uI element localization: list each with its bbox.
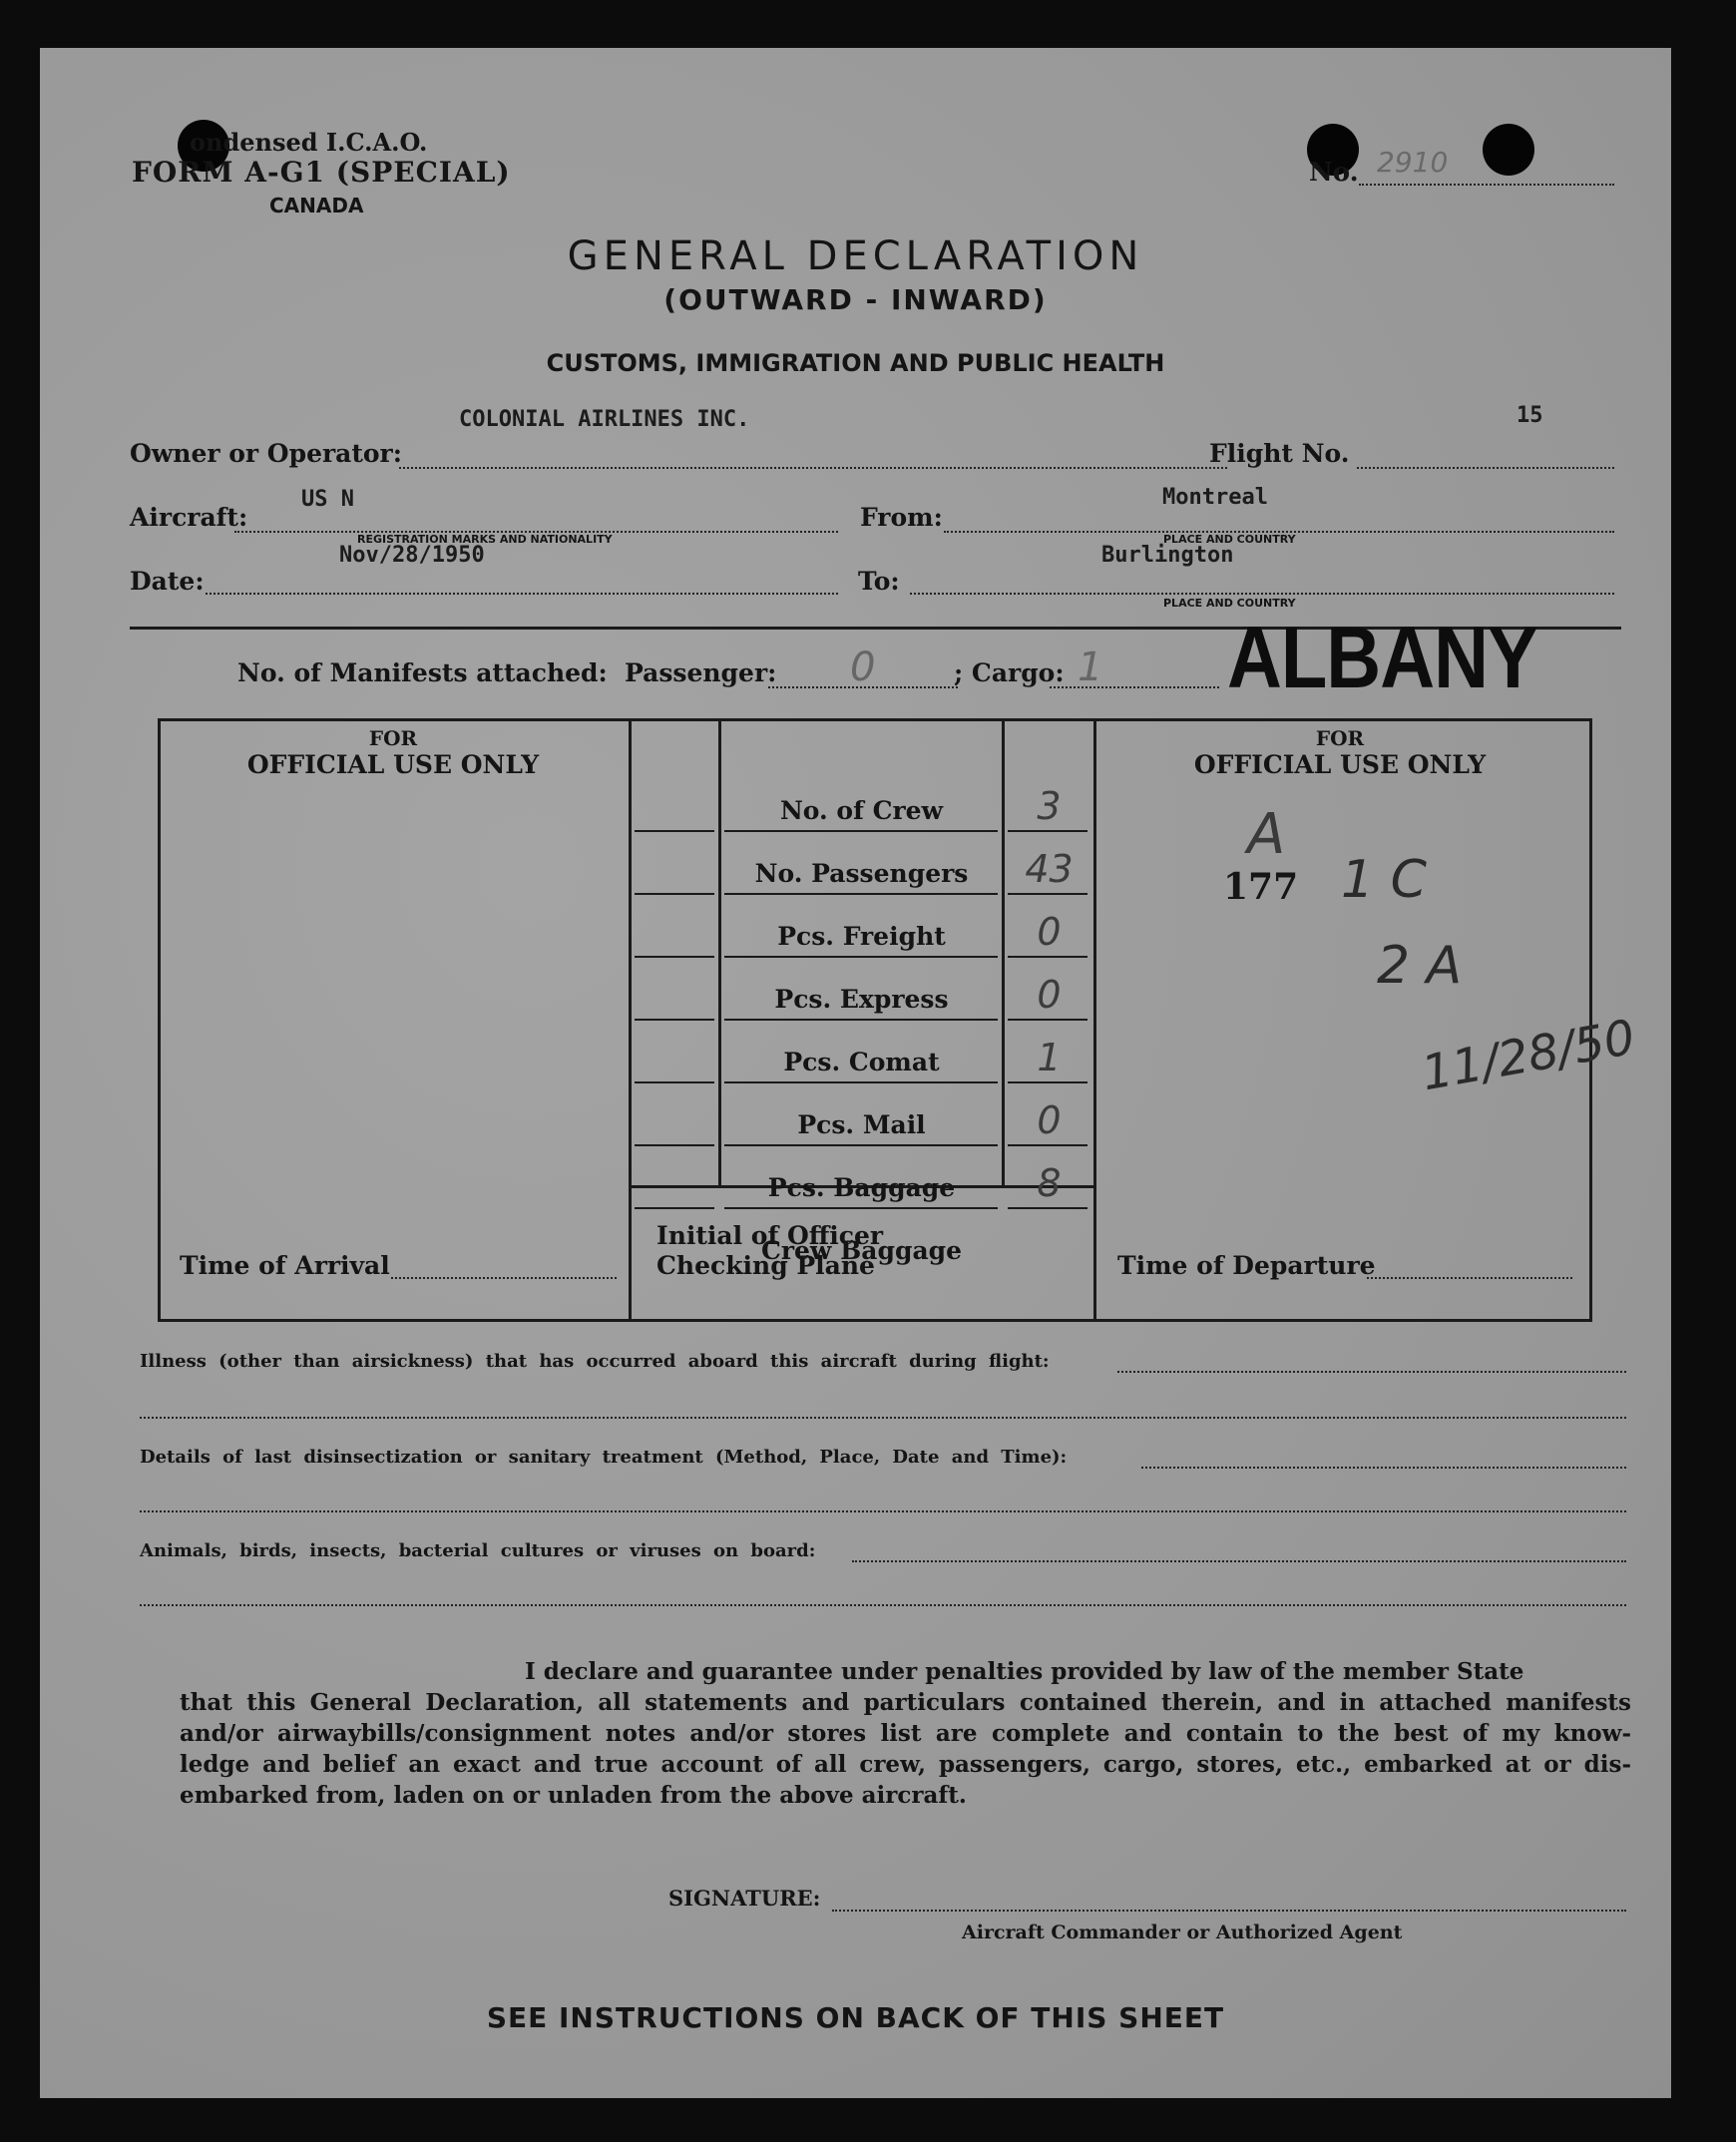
right-official: OFFICIAL USE ONLY [1193, 750, 1487, 779]
date-label: Date: [130, 567, 205, 596]
date-line [206, 593, 838, 595]
cargo-line [1050, 686, 1219, 688]
albany-stamp: ALBANY [1227, 609, 1537, 707]
declaration-line-5: embarked from, laden on or unladen from the above aircraft. [180, 1782, 967, 1809]
form-sheet [40, 48, 1671, 2098]
flight-label: Flight No. [1209, 439, 1350, 468]
declaration-line-1: I declare and guarantee under penalties provided by law of the member State [525, 1658, 1524, 1685]
to-line [910, 593, 1614, 595]
table-row-value: 43 [1025, 847, 1074, 891]
table-row-value: 8 [1037, 1161, 1062, 1205]
table-row-rule [724, 893, 998, 895]
right-for: FOR [1315, 726, 1365, 750]
animals-label: Animals, birds, insects, bacterial cultures or viruses on board: [140, 1540, 816, 1561]
aircraft-label: Aircraft: [130, 503, 248, 532]
table-row-label: Pcs. Comat [783, 1048, 940, 1076]
table-row-label: Pcs. Mail [797, 1110, 926, 1139]
table-divider-1 [629, 718, 632, 1322]
aircraft-value: US N [301, 487, 354, 512]
table-row-value: 0 [1037, 1098, 1062, 1142]
table-row-rule [724, 1019, 998, 1021]
initial-officer-label: Initial of Officer [656, 1221, 884, 1250]
table-row-rule [724, 1207, 998, 1209]
punch-hole-right-2 [1483, 124, 1534, 176]
page-subject: CUSTOMS, IMMIGRATION AND PUBLIC HEALTH [546, 349, 1165, 377]
table-row-label: Pcs. Express [774, 985, 949, 1014]
form-number-value: 2910 [1377, 146, 1449, 179]
signature-caption: Aircraft Commander or Authorized Agent [962, 1922, 1403, 1943]
note-1c: 1 C [1341, 850, 1427, 910]
table-row-rule [635, 1019, 714, 1021]
illness-line-1 [1117, 1371, 1626, 1373]
declaration-line-4: ledge and belief an exact and true account of all crew, passengers, cargo, stores, etc., embarked at or dis- [180, 1751, 1631, 1778]
table-row-rule [1008, 830, 1087, 832]
table-row-rule [1008, 893, 1087, 895]
form-number-label: No. [1309, 158, 1359, 188]
table-row-rule [724, 1144, 998, 1146]
table-row-rule [1008, 1144, 1087, 1146]
disinsect-line-2 [140, 1510, 1626, 1512]
time-departure-label: Time of Departure [1117, 1251, 1376, 1280]
form-header-country: CANADA [269, 194, 364, 217]
table-row-label: Pcs. Baggage [767, 1173, 956, 1202]
to-value: Burlington [1101, 543, 1234, 568]
left-official: OFFICIAL USE ONLY [246, 750, 540, 779]
signature-line [832, 1910, 1626, 1912]
table-row-label: Crew Baggage [760, 1236, 963, 1265]
from-value: Montreal [1162, 485, 1268, 510]
table-row-rule [635, 893, 714, 895]
table-row-label: No. Passengers [754, 859, 969, 888]
time-arrival-line [391, 1277, 617, 1279]
table-row-value: 1 [1037, 1036, 1062, 1079]
table-row-rule [724, 830, 998, 832]
table-row-rule [1008, 956, 1087, 958]
table-row-rule [724, 956, 998, 958]
table-top-left [158, 718, 1590, 721]
flight-value: 15 [1517, 403, 1543, 428]
table-row-label: No. of Crew [779, 796, 944, 825]
table-row-rule [1008, 1081, 1087, 1083]
time-arrival-label: Time of Arrival [180, 1251, 390, 1280]
disinsect-label: Details of last disinsectization or sanitary treatment (Method, Place, Date and Time): [140, 1447, 1068, 1468]
form-header-icao: ondensed I.C.A.O. [190, 128, 428, 157]
illness-label: Illness (other than airsickness) that has occurred aboard this aircraft during flight: [140, 1351, 1050, 1372]
from-caption: PLACE AND COUNTRY [1163, 533, 1296, 546]
table-row-rule [1008, 1019, 1087, 1021]
table-row-value: 0 [1037, 910, 1062, 954]
table-row-rule [635, 956, 714, 958]
declaration-line-3: and/or airwaybills/consignment notes and/or stores list are complete and contain to the best of my know- [180, 1720, 1631, 1747]
cargo-label: ; Cargo: [954, 658, 1065, 687]
passenger-value: 0 [850, 644, 876, 690]
signature-label: SIGNATURE: [668, 1886, 821, 1911]
cargo-value: 1 [1078, 644, 1103, 690]
note-177: 177 [1223, 866, 1299, 908]
table-row-value: 0 [1037, 973, 1062, 1017]
table-row-rule [635, 1144, 714, 1146]
flight-line [1357, 467, 1614, 469]
owner-label: Owner or Operator: [130, 439, 402, 468]
note-a: A [1247, 802, 1286, 867]
to-label: To: [858, 567, 900, 596]
note-2a: 2 A [1377, 936, 1463, 996]
owner-line [399, 467, 1227, 469]
page-title: GENERAL DECLARATION [567, 233, 1144, 279]
disinsect-line-1 [1141, 1467, 1626, 1469]
form-header-code: FORM A-G1 (SPECIAL) [132, 156, 511, 189]
date-value: Nov/28/1950 [339, 543, 485, 568]
table-row-label: Pcs. Freight [777, 922, 946, 951]
owner-value: COLONIAL AIRLINES INC. [459, 407, 750, 432]
page-subtitle: (OUTWARD - INWARD) [663, 283, 1048, 316]
note-date: 11/28/50 [1417, 1009, 1639, 1102]
table-row-rule [635, 1207, 714, 1209]
illness-line-2 [140, 1417, 1626, 1419]
footer-instructions: SEE INSTRUCTIONS ON BACK OF THIS SHEET [486, 2001, 1225, 2034]
table-row-rule [1008, 1207, 1087, 1209]
table-row-rule [635, 830, 714, 832]
table-row-rule [724, 1081, 998, 1083]
form-number-line [1359, 184, 1614, 186]
table-row-value: 3 [1037, 784, 1062, 828]
animals-line-2 [140, 1604, 1626, 1606]
checking-plane-label: Checking Plane [656, 1251, 875, 1280]
to-caption: PLACE AND COUNTRY [1163, 597, 1296, 610]
table-divider-4 [1093, 718, 1096, 1322]
from-label: From: [860, 503, 943, 532]
left-for: FOR [368, 726, 418, 750]
passenger-label: Passenger: [625, 658, 777, 687]
animals-line-1 [852, 1560, 1626, 1562]
time-departure-line [1367, 1277, 1572, 1279]
manifests-label: No. of Manifests attached: [237, 658, 608, 687]
aircraft-caption: REGISTRATION MARKS AND NATIONALITY [357, 533, 613, 546]
table-row-rule [635, 1081, 714, 1083]
declaration-line-2: that this General Declaration, all statements and particulars contained therein, and in attached manifests [180, 1689, 1631, 1716]
